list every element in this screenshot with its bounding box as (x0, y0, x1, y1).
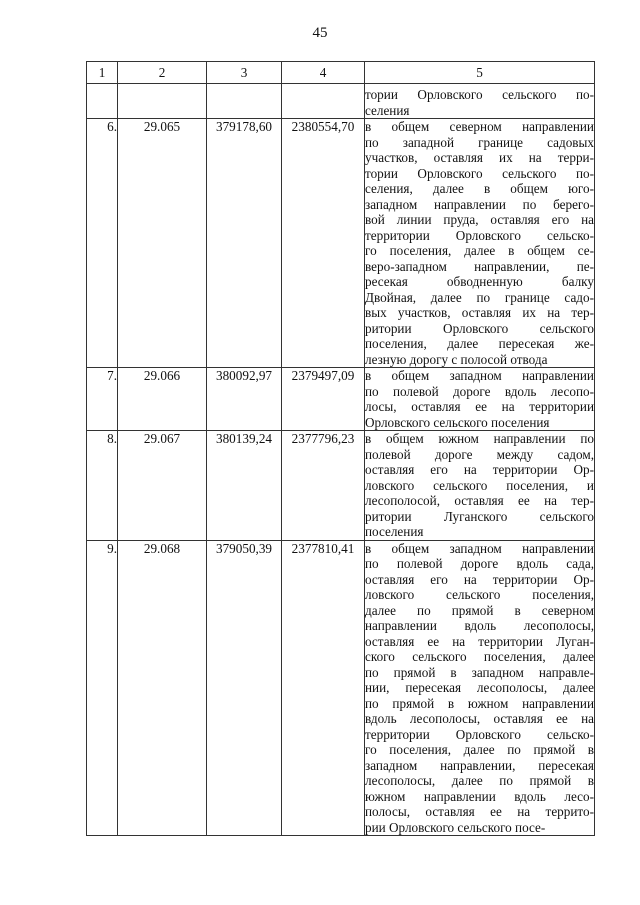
description-line: оставляя его на территории Ор- (365, 571, 594, 587)
x-coordinate-cell: 379178,60 (207, 119, 282, 368)
x-coordinate-cell: 380139,24 (207, 431, 282, 541)
description-line: ресекая обводненную балку (365, 274, 594, 289)
point-code-cell: 29.068 (118, 540, 207, 836)
description-line: Двойная, далее по границе садо- (365, 289, 594, 305)
empty-cell (282, 84, 365, 119)
empty-cell (207, 84, 282, 119)
description-line: Орловского сельского поселения (365, 414, 550, 430)
continuation-row (87, 84, 595, 119)
description-line: по полевой дороге вдоль сада, (365, 556, 594, 571)
description-line: нии, пересекая лесополосы, далее (365, 680, 594, 695)
description-cell (365, 431, 595, 541)
description-line: по прямой в южном направлении (365, 695, 594, 711)
description-cell (365, 540, 595, 836)
description-line: южном направлении вдоль лесо- (365, 788, 594, 804)
point-code-cell: 29.066 (118, 368, 207, 431)
header-cell: 3 (207, 62, 282, 84)
description-line: селения, далее в общем юго- (365, 181, 594, 196)
description-line: полосы, оставляя ее на террито- (365, 804, 594, 819)
table-row (87, 119, 595, 368)
description-line: территории Орловского сельско- (365, 227, 594, 243)
table-row (87, 431, 595, 541)
row-number-cell: 7. (87, 368, 118, 431)
description-line: по западной границе садовых (365, 134, 594, 150)
point-code-cell: 29.067 (118, 431, 207, 541)
description-line: го поселения, далее по прямой в (365, 742, 594, 757)
description-line: вой линии пруда, оставляя его на (365, 212, 594, 227)
description-line: ского сельского поселения, далее (365, 649, 594, 664)
empty-cell (118, 84, 207, 119)
description-line: западном направлении по берего- (365, 196, 594, 212)
description-line: оставляя ее на территории Луган- (365, 633, 594, 649)
header-cell: 4 (282, 62, 365, 84)
description-line: оставляя его на территории Ор- (365, 462, 594, 477)
description-line: участков, оставляя их на терри- (365, 150, 594, 165)
x-coordinate-cell: 379050,39 (207, 540, 282, 836)
description-line: лесополосы, далее по прямой в (365, 773, 594, 788)
header-cell: 2 (118, 62, 207, 84)
description-cell (365, 368, 595, 431)
description-line: веро-западном направлении, пе- (365, 258, 594, 274)
page-number: 45 (312, 25, 328, 41)
description-line: территории Орловского сельско- (365, 726, 594, 742)
y-coordinate-cell: 2379497,09 (282, 368, 365, 431)
y-coordinate-cell: 2377810,41 (282, 540, 365, 836)
description-line: в общем южном направлении по (365, 431, 594, 446)
header-cell: 1 (87, 62, 118, 84)
description-line: ритории Луганского сельского (365, 508, 594, 524)
description-cell (365, 84, 595, 119)
description-line: поселения, далее пересекая же- (365, 336, 594, 351)
description-line: в общем северном направлении (365, 119, 594, 134)
description-line: в общем западном направлении (365, 368, 594, 383)
description-line: далее по прямой в северном (365, 602, 594, 618)
description-line: лесополосой, оставляя ее на тер- (365, 493, 594, 508)
description-line: ловского сельского поселения, (365, 587, 594, 602)
empty-cell (87, 84, 118, 119)
row-number-cell: 9. (87, 540, 118, 836)
description-line: ритории Орловского сельского (365, 320, 594, 336)
description-line: селения (365, 102, 410, 118)
description-line: западном направлении, пересекая (365, 757, 594, 773)
description-line: ловского сельского поселения, и (365, 477, 594, 493)
description-line: вдоль лесополосы, оставляя ее на (365, 711, 594, 726)
description-line: в общем западном направлении (365, 540, 594, 556)
description-line: го поселения, далее в общем се- (365, 243, 594, 258)
table-row (87, 540, 595, 836)
table-header-row (87, 62, 595, 84)
boundary-table (86, 61, 595, 836)
table-row (87, 368, 595, 431)
description-line: лезную дорогу с полосой отвода (365, 351, 548, 367)
description-line: поселения (365, 524, 424, 539)
header-cell: 5 (365, 62, 595, 84)
row-number-cell: 6. (87, 119, 118, 368)
x-coordinate-cell: 380092,97 (207, 368, 282, 431)
description-line: направлении вдоль лесополосы, (365, 618, 594, 633)
point-code-cell: 29.065 (118, 119, 207, 368)
description-line: тории Орловского сельского по- (365, 87, 594, 102)
description-line: лосы, оставляя ее на территории (365, 399, 594, 414)
description-line: по полевой дороге вдоль лесопо- (365, 383, 594, 399)
description-cell (365, 119, 595, 368)
row-number-cell: 8. (87, 431, 118, 541)
description-line: рии Орловского сельского посе- (365, 819, 546, 835)
y-coordinate-cell: 2380554,70 (282, 119, 365, 368)
description-line: по прямой в западном направле- (365, 664, 594, 680)
description-line: полевой дороге между садом, (365, 446, 594, 462)
y-coordinate-cell: 2377796,23 (282, 431, 365, 541)
description-line: тории Орловского сельского по- (365, 165, 594, 181)
description-line: вых участков, оставляя их на тер- (365, 305, 594, 320)
